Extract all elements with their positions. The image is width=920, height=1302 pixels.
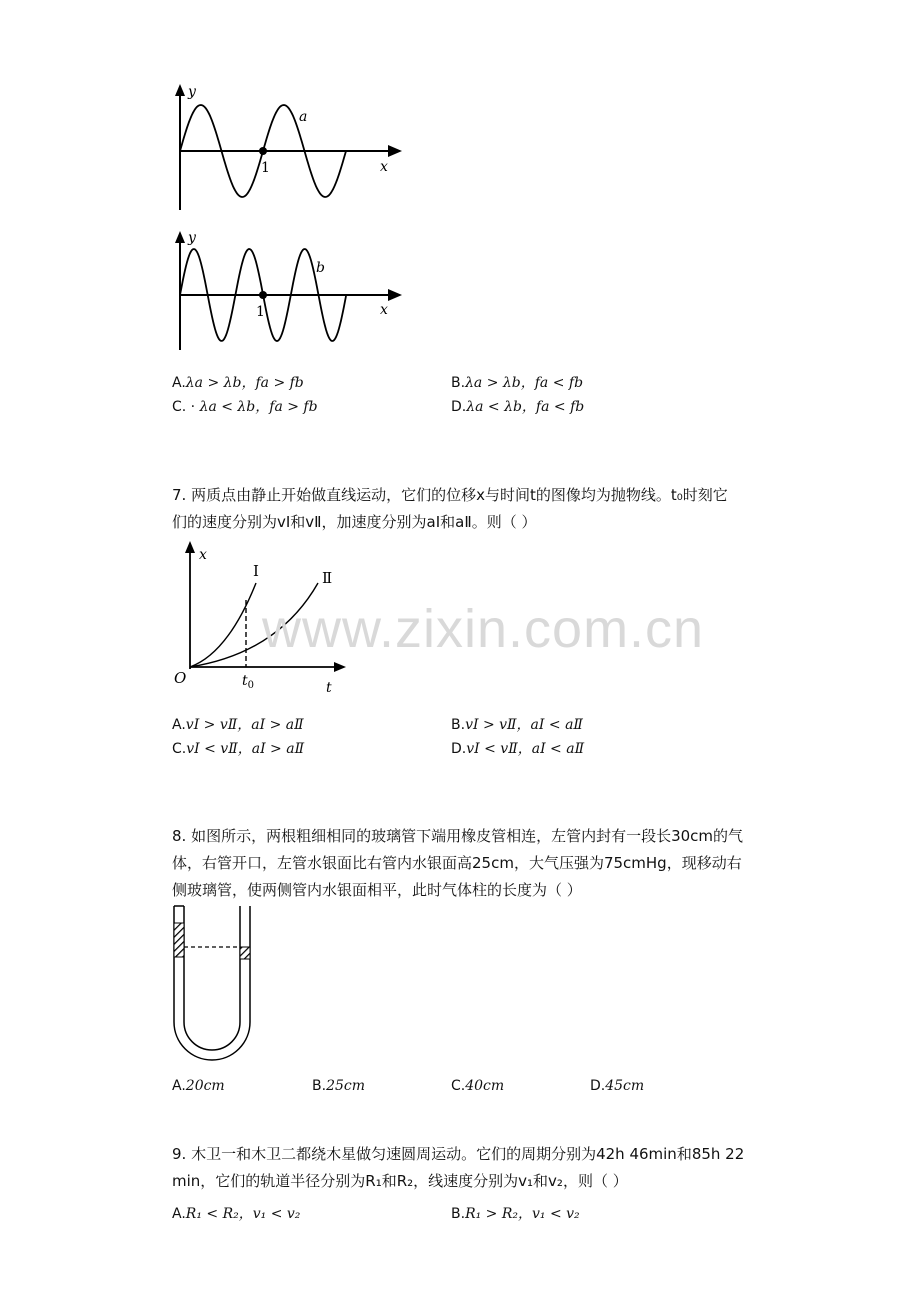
- x-axis-label: x: [380, 302, 388, 318]
- u-tube-diagram: [168, 900, 258, 1062]
- curve-label-b: b: [316, 260, 325, 276]
- q7-option-a[interactable]: A.vⅠ > vⅡ，aⅠ > aⅡ: [172, 717, 304, 733]
- q8-option-d[interactable]: D.45cm: [590, 1078, 645, 1094]
- curve-label-a: a: [299, 109, 308, 125]
- q9-stem: 9. 木卫一和木卫二都绕木星做匀速圆周运动。它们的周期分别为42h 46min和85h 22 min，它们的轨道半径分别为R₁和R₂，线速度分别为v₁和v₂，则（ ）: [172, 1145, 745, 1190]
- curve-label-1: Ⅰ: [253, 562, 259, 580]
- q8-option-a[interactable]: A.20cm: [172, 1078, 225, 1094]
- wave-graph-b: [160, 225, 410, 355]
- origin-label: O: [174, 669, 187, 687]
- q6-option-d[interactable]: D.λa < λb，fa < fb: [451, 399, 585, 415]
- point-label-1: 1: [261, 160, 270, 176]
- t-axis-label: t: [326, 680, 332, 695]
- q7-stem: 7. 两质点由静止开始做直线运动，它们的位移x与时间t的图像均为抛物线。t₀时刻它 们的速度分别为vⅠ和vⅡ，加速度分别为aⅠ和aⅡ。则（ ）: [172, 486, 728, 531]
- q8-stem: 8. 如图所示，两根粗细相同的玻璃管下端用橡皮管相连，左管内封有一段长30cm的气 体，右管开口，左管水银面比右管内水银面高25cm，大气压强为75cmHg，现移动右 侧玻璃管，使两侧管内水银面相平，此时气体柱的长度为（ ）: [172, 827, 744, 899]
- q6-option-a[interactable]: A.λa > λb，fa > fb: [172, 375, 304, 391]
- watermark: www.zixin.com.cn: [262, 599, 705, 659]
- t0-label: $t_0$: [242, 673, 255, 691]
- q7-option-b[interactable]: B.vⅠ > vⅡ，aⅠ < aⅡ: [451, 717, 583, 733]
- q9-option-a[interactable]: A.R₁ < R₂，v₁ < v₂: [172, 1206, 301, 1222]
- q7-option-c[interactable]: C.vⅠ < vⅡ，aⅠ > aⅡ: [172, 741, 305, 757]
- q6-option-b[interactable]: B.λa > λb，fa < fb: [451, 375, 584, 391]
- x-axis-label: x: [380, 159, 388, 175]
- wave-graph-a: [160, 78, 410, 218]
- q7-option-d[interactable]: D.vⅠ < vⅡ，aⅠ < aⅡ: [451, 741, 585, 757]
- q9-option-b[interactable]: B.R₁ > R₂，v₁ < v₂: [451, 1206, 580, 1222]
- y-axis-label: y: [188, 84, 196, 100]
- point-label-1: 1: [256, 304, 265, 320]
- curve-label-2: Ⅱ: [322, 569, 333, 587]
- q8-option-b[interactable]: B.25cm: [312, 1078, 365, 1094]
- q6-option-c[interactable]: C. · λa < λb，fa > fb: [172, 399, 318, 415]
- x-axis-label: x: [199, 547, 207, 563]
- q8-option-c[interactable]: C.40cm: [451, 1078, 505, 1094]
- y-axis-label: y: [188, 230, 196, 246]
